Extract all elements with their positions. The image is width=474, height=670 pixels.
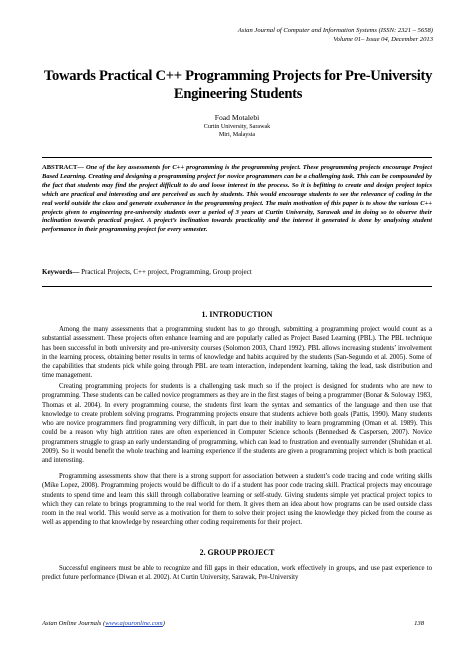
author-name: Foad Motalebi (214, 113, 260, 122)
author-block (0, 113, 474, 140)
intro-paragraph-2: Creating programming projects for students is a challenging task much so if the project is designed for students who are new to programming. These students can be called novice programmers as they are in the first stages of being a programmer (Bonar & Soloway 1983, Thomas et al. 2004). In every programming course, the students first learn the syntax and semantics of the language and then use that knowledge to create problem solving programs. Programming projects ensure that students achieve both goals (Pattis, 1990). Many students who are novice programmers find programming very difficult, in part due to their inability to learn programming (Oman et al. 1989). This could be a reason why high attrition rates are often experienced in Computer Science schools (Bennedsed & Caspersen, 2007). Novice programmers struggle to grasp an early understanding of programming, which can lead to frustration and eventually surrender (Shuhidan et al. 2009). So it would benefit the whole teaching and learning experience if the students are given a programming project which is both practical and interesting. (42, 383, 432, 464)
author-location: Miri, Malaysia (218, 132, 256, 139)
paper-title: Towards Practical C++ Programming Projects for Pre-University Engineering Students (43, 68, 433, 102)
abstract-text: One of the key assessments for C++ programming is the programming project. These programming projects encourage Project Based Learning. Creating and designing a programming project for novice programmers can be a challenging task. This can be compounded by the fact that students may find the project difficult to do and loose interest in the process. So it is befitting to create and design project topics which are practical and interesting and are perceived as such by students. This would encourage students to see the relevance of coding in the real world outside the class and generate exuberance in the programming project. The main motivation of this paper is to show the various C++ projects given to engineering pre-university students over a period of 3 years at Curtin University, Sarawak and in doing so to observe their inclination towards practical project. A project’s inclination towards practicality and the interest it generated is done by analysing student performance in their programming project for every semester. (42, 164, 433, 234)
journal-issn-line: Asian Journal of Computer and Information Systems (ISSN: 2321 – 5658) (237, 27, 433, 34)
group-paragraph-1: Successful engineers must be able to recognize and fill gaps in their education, work effectively in groups, and use past experience to predict future performance (Diwan et al. 2002). At Curtin University, Sarawak, Pre-University (42, 565, 432, 582)
divider-top (42, 157, 432, 158)
keywords-text: Practical Projects, C++ project, Programming, Group project (79, 268, 252, 276)
page-number: 138 (414, 620, 424, 627)
journal-header (238, 26, 433, 44)
journal-volume-line: Volume 01– Issue 04, December 2013 (333, 36, 433, 43)
author-affiliation: Curtin University, Sarawak (203, 124, 271, 130)
footer-journal-link[interactable]: www.ajouronline.com (105, 620, 163, 627)
keywords (42, 268, 432, 277)
section-heading-introduction: 1. INTRODUCTION (201, 310, 273, 319)
footer-journal-name: Asian Online Journals ( (42, 620, 106, 627)
abstract (42, 164, 432, 235)
keywords-label: Keywords— (42, 268, 80, 276)
intro-paragraph-3: Programming assessments show that there is a strong support for association between a student’s code tracing and code writing skills (Mike Lopez, 2008). Programming projects would be difficult to do if a student has poor code tracing skill. Practical projects may encourage students to spend time and learn this skill through collaborative learning or self-study. Giving students simple yet practical project topics to which they can relate to brings programming to the real world for them. It gives them an idea about how programs can be used outside class room in the real world. This would serve as a motivation for them to solve their project using the knowledge they picked from the course as well as appending to that knowledge by researching other coding requirements for their project. (42, 473, 432, 527)
intro-paragraph-1: Among the many assessments that a programming student has to go through, submitting a programming project would count as a substantial assessment. These projects often enhance learning and are popularly called as Project Based Learning (PBL). The PBL technique has been successful in both university and pre-university courses (Solomon 2003, Chard 1992). PBL allows increasing students’ involvement in the learning process, obtaining better results in terms of knowledge and habits acquired by the students (San-Segundo et al. 2005). Some of the capabilities that students pick while going through PBL are team interaction, independent learning, taking the lead, task distribution and time management. (42, 326, 432, 380)
footer-journal-close: ) (162, 620, 165, 627)
divider-bottom (42, 286, 432, 287)
abstract-label: ABSTRACT— (42, 164, 84, 171)
section-heading-group-project: 2. GROUP PROJECT (199, 548, 275, 557)
footer-journal (42, 619, 165, 628)
